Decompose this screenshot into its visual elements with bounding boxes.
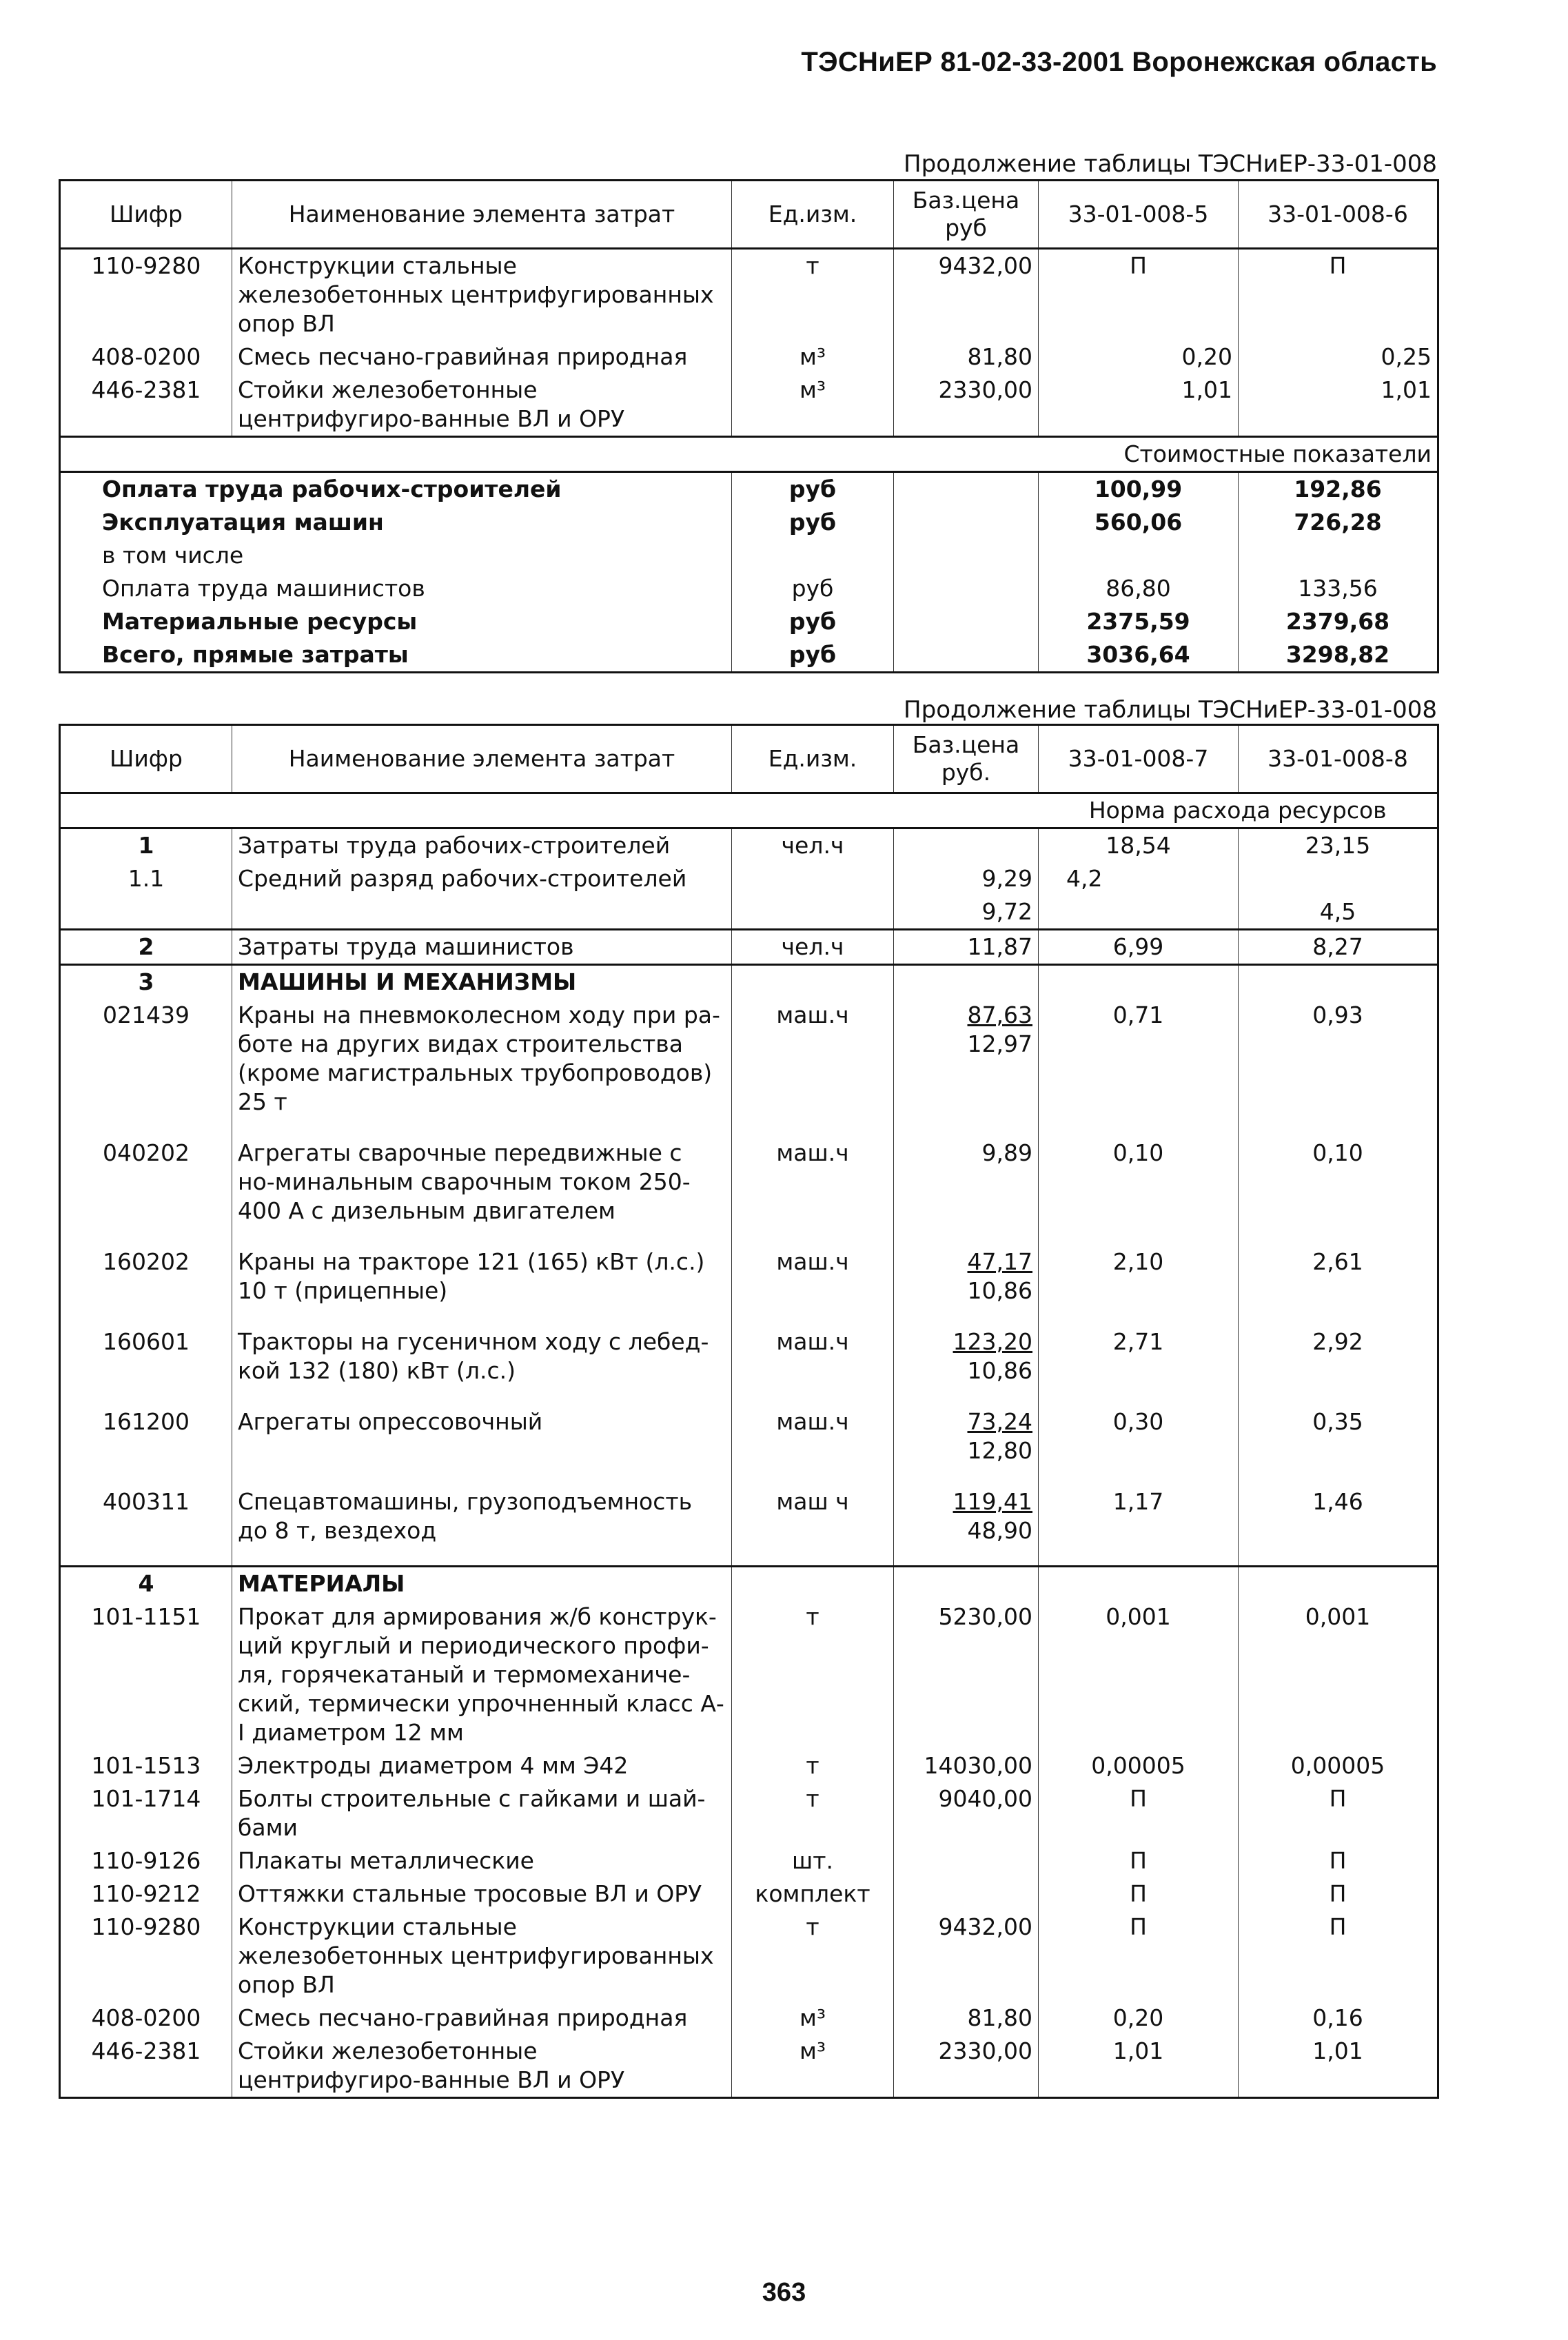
table1-caption: Продолжение таблицы ТЭСНиЕР-33-01-008	[904, 150, 1437, 178]
col-header-unit: Ед.изм.	[732, 725, 894, 793]
row-code: 161200	[60, 1405, 232, 1467]
row-v2: 0,93	[1312, 1001, 1363, 1028]
row-price	[894, 1245, 1039, 1308]
cost-table-1	[59, 179, 1439, 673]
row-name: Прокат для армирования ж/б конструк-ций круглый и периодического профи-ля, горячекатаный и термомеханиче-ский, термически упрочненный класс А-I диаметром 12 мм	[232, 1600, 732, 1749]
row-price	[894, 1878, 1039, 1911]
section-row-2	[60, 930, 1438, 965]
row-price	[894, 1325, 1039, 1387]
table-row	[60, 1405, 1438, 1467]
row-unit: шт.	[732, 1844, 894, 1878]
row-price: 2330,00	[894, 2035, 1039, 2098]
row-code: 408-0200	[60, 340, 232, 374]
row-code: 101-1714	[60, 1782, 232, 1844]
row-v2: 1,46	[1312, 1488, 1363, 1515]
row-price: 14030,00	[894, 1749, 1039, 1782]
row-v2: П	[1329, 252, 1347, 279]
row-price-main: 47,17	[967, 1248, 1032, 1275]
col-header-price: Баз.цена руб	[894, 181, 1039, 249]
row-v2: 1,01	[1312, 2037, 1363, 2064]
norm-header: Норма расхода ресурсов	[1039, 793, 1438, 828]
table-row	[60, 1245, 1438, 1308]
row-code: 040202	[60, 1137, 232, 1228]
row-name: Конструкции стальные железобетонных центрифугированных опор ВЛ	[232, 249, 732, 341]
row-v1: П	[1039, 1844, 1239, 1878]
row-price-main: 87,63	[967, 1001, 1032, 1028]
section-code: 4	[60, 1567, 232, 1601]
section-v2: 8,27	[1239, 930, 1438, 965]
cost-v2: 133,56	[1298, 575, 1378, 602]
row-v1: 1,01	[1039, 374, 1239, 437]
row-unit: м³	[732, 340, 894, 374]
cost-v1: 560,06	[1039, 506, 1239, 539]
cost-v1: 100,99	[1039, 472, 1239, 507]
cost-row	[60, 539, 1438, 572]
row-price	[894, 999, 1039, 1119]
cost-row	[60, 572, 1438, 605]
section-unit: чел.ч	[732, 828, 894, 863]
table-row	[60, 1600, 1438, 1749]
section-price: 9,72	[894, 895, 1039, 930]
table-row	[60, 1137, 1438, 1228]
cost-row	[60, 605, 1438, 638]
row-v2: 0,10	[1312, 1139, 1363, 1166]
cost-name: Оплата труда машинистов	[60, 572, 732, 605]
machines-list	[60, 999, 1438, 1567]
row-unit: маш.ч	[732, 1325, 894, 1387]
row-code: 446-2381	[60, 374, 232, 437]
section-v1: 18,54	[1039, 828, 1239, 863]
cost-row	[60, 506, 1438, 539]
page-number: 363	[762, 2278, 806, 2307]
row-v2: 0,35	[1312, 1408, 1363, 1435]
row-v1: 1,17	[1039, 1485, 1239, 1547]
table-row	[60, 340, 1438, 374]
section-v1: 4,2	[1039, 862, 1239, 895]
section-name: Затраты труда рабочих-строителей	[232, 828, 732, 863]
row-v1: 0,10	[1039, 1137, 1239, 1228]
table-row	[60, 1782, 1438, 1844]
row-v2: П	[1329, 1913, 1347, 1940]
row-price: 9432,00	[894, 1911, 1039, 2002]
row-name: Агрегаты сварочные передвижные с но-минальным сварочным током 250-400 А с дизельным двигателем	[232, 1137, 732, 1228]
row-price: 81,80	[894, 2002, 1039, 2035]
row-v1: 2,10	[1039, 1245, 1239, 1308]
cost-unit: руб	[732, 572, 894, 605]
cost-v2: 2379,68	[1285, 608, 1390, 635]
table-row	[60, 999, 1438, 1119]
row-price-labor: 12,80	[967, 1437, 1032, 1464]
row-v1: 2,71	[1039, 1325, 1239, 1387]
table-row	[60, 249, 1438, 341]
row-v1: 0,001	[1039, 1600, 1239, 1749]
col-header-unit: Ед.изм.	[732, 181, 894, 249]
section-row-4	[60, 1567, 1438, 1601]
row-price-labor: 10,86	[967, 1277, 1032, 1304]
row-code: 446-2381	[60, 2035, 232, 2098]
row-price-labor: 48,90	[967, 1517, 1032, 1544]
cost-name: в том числе	[60, 539, 732, 572]
row-price: 5230,00	[894, 1600, 1039, 1749]
section-v2: 4,5	[1319, 898, 1356, 925]
row-price	[894, 1405, 1039, 1467]
row-v1: П	[1039, 1782, 1239, 1844]
col-header-code: Шифр	[60, 181, 232, 249]
section-price: 11,87	[894, 930, 1039, 965]
col-header-v1: 33-01-008-7	[1039, 725, 1239, 793]
section-name: МАШИНЫ И МЕХАНИЗМЫ	[232, 965, 732, 999]
section-name: Затраты труда машинистов	[232, 930, 732, 965]
cost-row	[60, 472, 1438, 507]
cost-unit: руб	[732, 472, 894, 507]
table-row	[60, 374, 1438, 437]
cost-name: Всего, прямые затраты	[60, 638, 732, 673]
row-code: 101-1513	[60, 1749, 232, 1782]
section-price: 9,29	[894, 862, 1039, 895]
row-v2: 0,00005	[1290, 1752, 1385, 1779]
resource-table-2	[59, 724, 1439, 2099]
section-name: Средний разряд рабочих-строителей	[232, 862, 732, 895]
col-header-name: Наименование элемента затрат	[232, 725, 732, 793]
section-code: 1.1	[60, 862, 232, 895]
row-unit: маш.ч	[732, 1137, 894, 1228]
table-row	[60, 1878, 1438, 1911]
cost-name: Материальные ресурсы	[60, 605, 732, 638]
row-v1: 0,20	[1039, 340, 1239, 374]
col-header-v2: 33-01-008-8	[1239, 725, 1438, 793]
row-name: Электроды диаметром 4 мм Э42	[232, 1749, 732, 1782]
cost-name: Эксплуатация машин	[60, 506, 732, 539]
row-code: 021439	[60, 999, 232, 1119]
table-row	[60, 1749, 1438, 1782]
table-header-row	[60, 181, 1438, 249]
row-unit: т	[732, 1600, 894, 1749]
row-unit: т	[732, 249, 894, 341]
row-v1: П	[1039, 249, 1239, 341]
row-code: 110-9280	[60, 249, 232, 341]
row-v1: 0,00005	[1039, 1749, 1239, 1782]
row-name: Спецавтомашины, грузоподъемность до 8 т, вездеход	[232, 1485, 732, 1547]
row-price: 81,80	[894, 340, 1039, 374]
row-price-main: 73,24	[967, 1408, 1032, 1435]
row-name: Краны на пневмоколесном ходу при ра-боте на других видах строительства (кроме магистральных трубопроводов) 25 т	[232, 999, 732, 1119]
section-row-1-1	[60, 862, 1438, 895]
row-code: 400311	[60, 1485, 232, 1547]
row-v1: 0,20	[1039, 2002, 1239, 2035]
row-name: Плакаты металлические	[232, 1844, 732, 1878]
row-price-main: 119,41	[953, 1488, 1032, 1515]
row-price: 9432,00	[894, 249, 1039, 341]
row-price-labor: 12,97	[967, 1030, 1032, 1057]
cost-header-row	[60, 437, 1438, 472]
row-name: Смесь песчано-гравийная природная	[232, 2002, 732, 2035]
row-code: 408-0200	[60, 2002, 232, 2035]
row-price	[894, 1844, 1039, 1878]
row-name: Агрегаты опрессовочный	[232, 1405, 732, 1467]
table-row	[60, 1844, 1438, 1878]
row-name: Стойки железобетонные центрифугиро-ванные ВЛ и ОРУ	[232, 374, 732, 437]
cost-row	[60, 638, 1438, 673]
table-row	[60, 2035, 1438, 2098]
row-code: 160601	[60, 1325, 232, 1387]
row-v1: 0,71	[1039, 999, 1239, 1119]
cost-v1: 2375,59	[1039, 605, 1239, 638]
row-v1: П	[1039, 1878, 1239, 1911]
row-price: 2330,00	[894, 374, 1039, 437]
row-v2: 0,25	[1381, 343, 1432, 370]
row-v2: 0,16	[1312, 2004, 1363, 2031]
section-code: 2	[60, 930, 232, 965]
row-code: 110-9212	[60, 1878, 232, 1911]
row-price	[894, 1485, 1039, 1547]
row-name: Краны на тракторе 121 (165) кВт (л.с.) 10 т (прицепные)	[232, 1245, 732, 1308]
section-row-1-1b	[60, 895, 1438, 930]
cost-v2: 726,28	[1294, 509, 1382, 536]
row-unit: м³	[732, 374, 894, 437]
row-price	[894, 1137, 1039, 1228]
row-name: Конструкции стальные железобетонных центрифугированных опор ВЛ	[232, 1911, 732, 2002]
row-name: Стойки железобетонные центрифугиро-ванные ВЛ и ОРУ	[232, 2035, 732, 2098]
row-v2: П	[1329, 1880, 1347, 1907]
row-name: Оттяжки стальные тросовые ВЛ и ОРУ	[232, 1878, 732, 1911]
row-unit: м³	[732, 2002, 894, 2035]
table-row	[60, 1911, 1438, 2002]
section-v2: 23,15	[1239, 828, 1438, 863]
row-price-labor: 10,86	[967, 1357, 1032, 1384]
row-name: Тракторы на гусеничном ходу с лебед-кой 132 (180) кВт (л.с.)	[232, 1325, 732, 1387]
row-unit: комплект	[732, 1878, 894, 1911]
row-unit: т	[732, 1782, 894, 1844]
row-v2: П	[1329, 1847, 1347, 1874]
row-unit: маш.ч	[732, 1405, 894, 1467]
row-unit: т	[732, 1911, 894, 2002]
row-code: 160202	[60, 1245, 232, 1308]
row-v2: П	[1329, 1785, 1347, 1812]
section-row-1	[60, 828, 1438, 863]
row-unit: маш.ч	[732, 1245, 894, 1308]
row-code: 110-9280	[60, 1911, 232, 2002]
section-code: 1	[60, 828, 232, 863]
row-v1: П	[1039, 1911, 1239, 2002]
table-header-row	[60, 725, 1438, 793]
row-name: Болты строительные с гайками и шай-бами	[232, 1782, 732, 1844]
row-code: 101-1151	[60, 1600, 232, 1749]
col-header-name: Наименование элемента затрат	[232, 181, 732, 249]
col-header-v1: 33-01-008-5	[1039, 181, 1239, 249]
section-code: 3	[60, 965, 232, 999]
row-v1: 0,30	[1039, 1405, 1239, 1467]
row-v2: 2,61	[1312, 1248, 1363, 1275]
cost-header: Стоимостные показатели	[1039, 437, 1438, 472]
row-v2: 2,92	[1312, 1328, 1363, 1355]
table2-caption: Продолжение таблицы ТЭСНиЕР-33-01-008	[904, 696, 1437, 724]
row-unit: маш.ч	[732, 999, 894, 1119]
section-name: МАТЕРИАЛЫ	[232, 1567, 732, 1601]
cost-v2: 3298,82	[1285, 641, 1390, 668]
table-row	[60, 1485, 1438, 1547]
section-unit: чел.ч	[732, 930, 894, 965]
row-name: Смесь песчано-гравийная природная	[232, 340, 732, 374]
row-code: 110-9126	[60, 1844, 232, 1878]
table-row	[60, 1325, 1438, 1387]
table-row	[60, 2002, 1438, 2035]
section-v1: 6,99	[1039, 930, 1239, 965]
row-price-main: 9,89	[981, 1139, 1032, 1166]
cost-name: Оплата труда рабочих-строителей	[60, 472, 732, 507]
cost-v2: 192,86	[1239, 472, 1438, 507]
cost-unit: руб	[732, 506, 894, 539]
row-v2: 1,01	[1381, 376, 1432, 403]
cost-unit: руб	[732, 638, 894, 673]
row-price-main: 123,20	[953, 1328, 1032, 1355]
col-header-code: Шифр	[60, 725, 232, 793]
row-price: 9040,00	[894, 1782, 1039, 1844]
cost-unit: руб	[732, 605, 894, 638]
row-unit: маш ч	[732, 1485, 894, 1547]
materials-list	[60, 1600, 1438, 2098]
col-header-price: Баз.цена руб.	[894, 725, 1039, 793]
norm-header-row	[60, 793, 1438, 828]
row-unit: т	[732, 1749, 894, 1782]
row-v1: 1,01	[1039, 2035, 1239, 2098]
row-v2: 0,001	[1305, 1603, 1371, 1630]
section-row-3	[60, 965, 1438, 999]
cost-v1: 86,80	[1039, 572, 1239, 605]
page-header: ТЭСНиЕР 81-02-33-2001 Воронежская область	[801, 47, 1437, 77]
row-unit: м³	[732, 2035, 894, 2098]
cost-v1: 3036,64	[1039, 638, 1239, 673]
col-header-v2: 33-01-008-6	[1239, 181, 1438, 249]
